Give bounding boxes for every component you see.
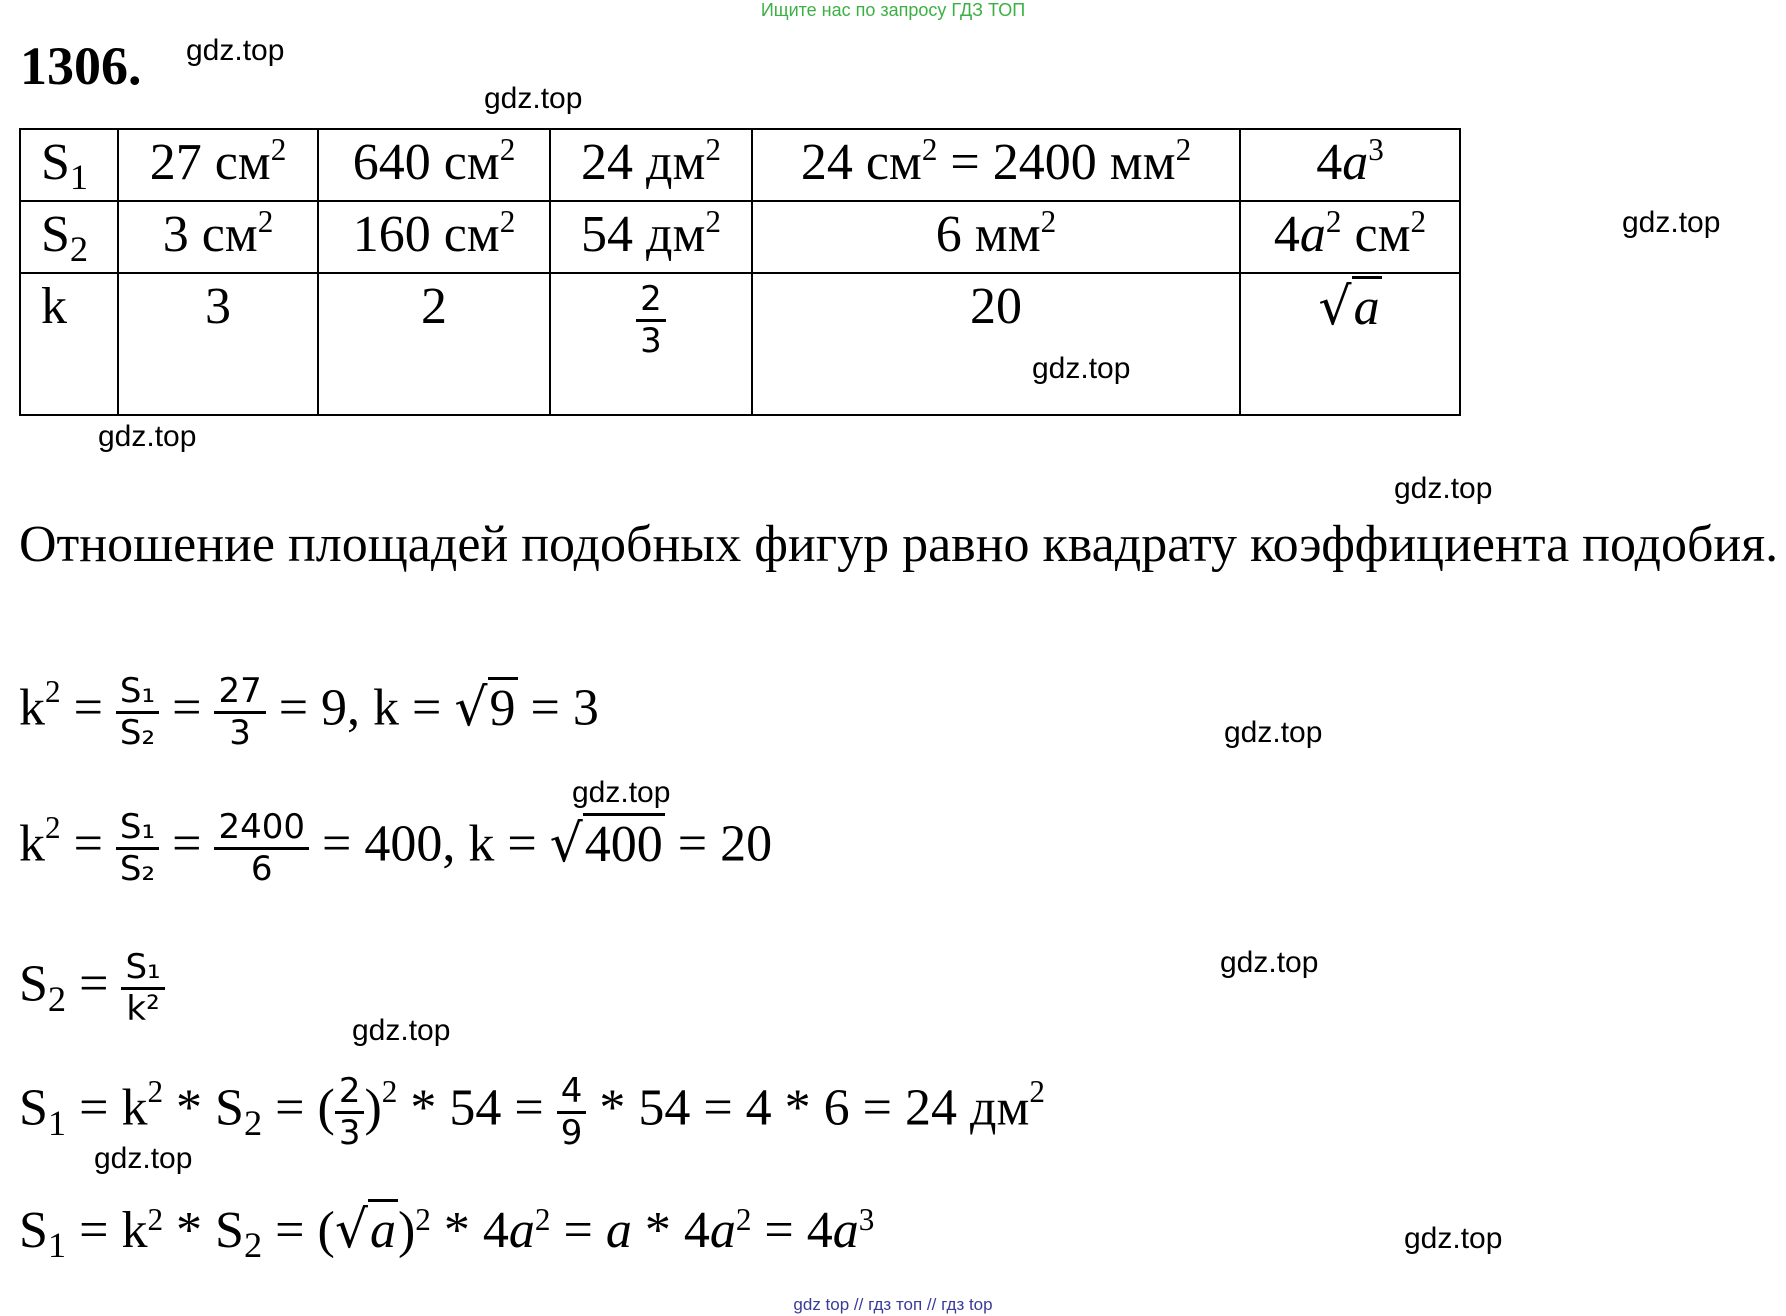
table-cell: $S_1$ xyxy=(20,129,118,201)
table-cell: 160 $см^2$ xyxy=(318,201,550,273)
watermark: gdz.top xyxy=(186,34,285,67)
table-cell: 6 $мм^2$ xyxy=(752,201,1240,273)
watermark: gdz.top xyxy=(572,776,671,809)
table-cell: 24 $дм^2$ xyxy=(550,129,752,201)
table-cell: $4a^2$ $см^2$ xyxy=(1240,201,1460,273)
table-cell: 24 $см^2 = 2400$ $мм^2$ xyxy=(752,129,1240,201)
table-cell: 3 $см^2$ xyxy=(118,201,318,273)
table-row xyxy=(20,273,1460,415)
watermark: gdz.top xyxy=(352,1014,451,1047)
table-cell: 20 xyxy=(752,273,1240,415)
watermark: gdz.top xyxy=(94,1142,193,1175)
table-cell: 3 xyxy=(118,273,318,415)
watermark: gdz.top xyxy=(1220,946,1319,979)
equation-5: $S_1 = k^2 * S_2 = (√a)^2 * 4a^2 = a * 4a^2 = 4a^3$ xyxy=(19,1200,875,1265)
watermark: gdz.top xyxy=(1224,716,1323,749)
table-row xyxy=(20,129,1460,201)
table-cell: $4a^3$ xyxy=(1240,129,1460,201)
watermark: gdz.top xyxy=(484,82,583,115)
watermark: gdz.top xyxy=(1404,1222,1503,1255)
problem-number: 1306. xyxy=(20,36,142,96)
watermark: gdz.top xyxy=(98,420,197,453)
rule-text: Отношение площадей подобных фигур равно квадрату коэффициента подобия. xyxy=(19,516,1779,573)
table-cell: 27 $см^2$ xyxy=(118,129,318,201)
table-row xyxy=(20,201,1460,273)
watermark: gdz.top xyxy=(1032,352,1131,385)
equation-2: $k^2$ = $\frac{\text{S₁}}{\text{S₂}}$ = $\frac{2400}{6}$ = 400, k = √400 = 20 xyxy=(19,807,773,890)
table-cell: $S_2$ xyxy=(20,201,118,273)
equation-1: $k^2$ = $\frac{\text{S₁}}{\text{S₂}}$ = $\frac{27}{3}$ = 9, k = √9 = 3 xyxy=(19,671,599,754)
equation-3: $S_2$ = $\frac{\text{S₁}}{\text{k²}}$ xyxy=(19,948,165,1029)
bottom-banner: gdz top // гдз топ // гдз top xyxy=(793,1295,993,1314)
similarity-table xyxy=(19,128,1461,416)
table-cell: 640 $см^2$ xyxy=(318,129,550,201)
table-cell: k xyxy=(20,273,118,415)
table-cell: $\frac{2}{3}$ xyxy=(550,273,752,415)
watermark: gdz.top xyxy=(1394,472,1493,505)
table-cell: √a xyxy=(1240,273,1460,415)
table-cell: 2 xyxy=(318,273,550,415)
equation-4: $S_1 = k^2 * S_2$ = ( $\frac{2}{3}$ )$^2$ * 54 = $\frac{4}{9}$ * 54 = 4 * 6 = 24 $дм^2$ xyxy=(19,1071,1045,1154)
top-banner: Ищите нас по запросу ГДЗ ТОП xyxy=(760,0,1026,20)
table-cell: 54 $дм^2$ xyxy=(550,201,752,273)
watermark: gdz.top xyxy=(1622,206,1721,239)
